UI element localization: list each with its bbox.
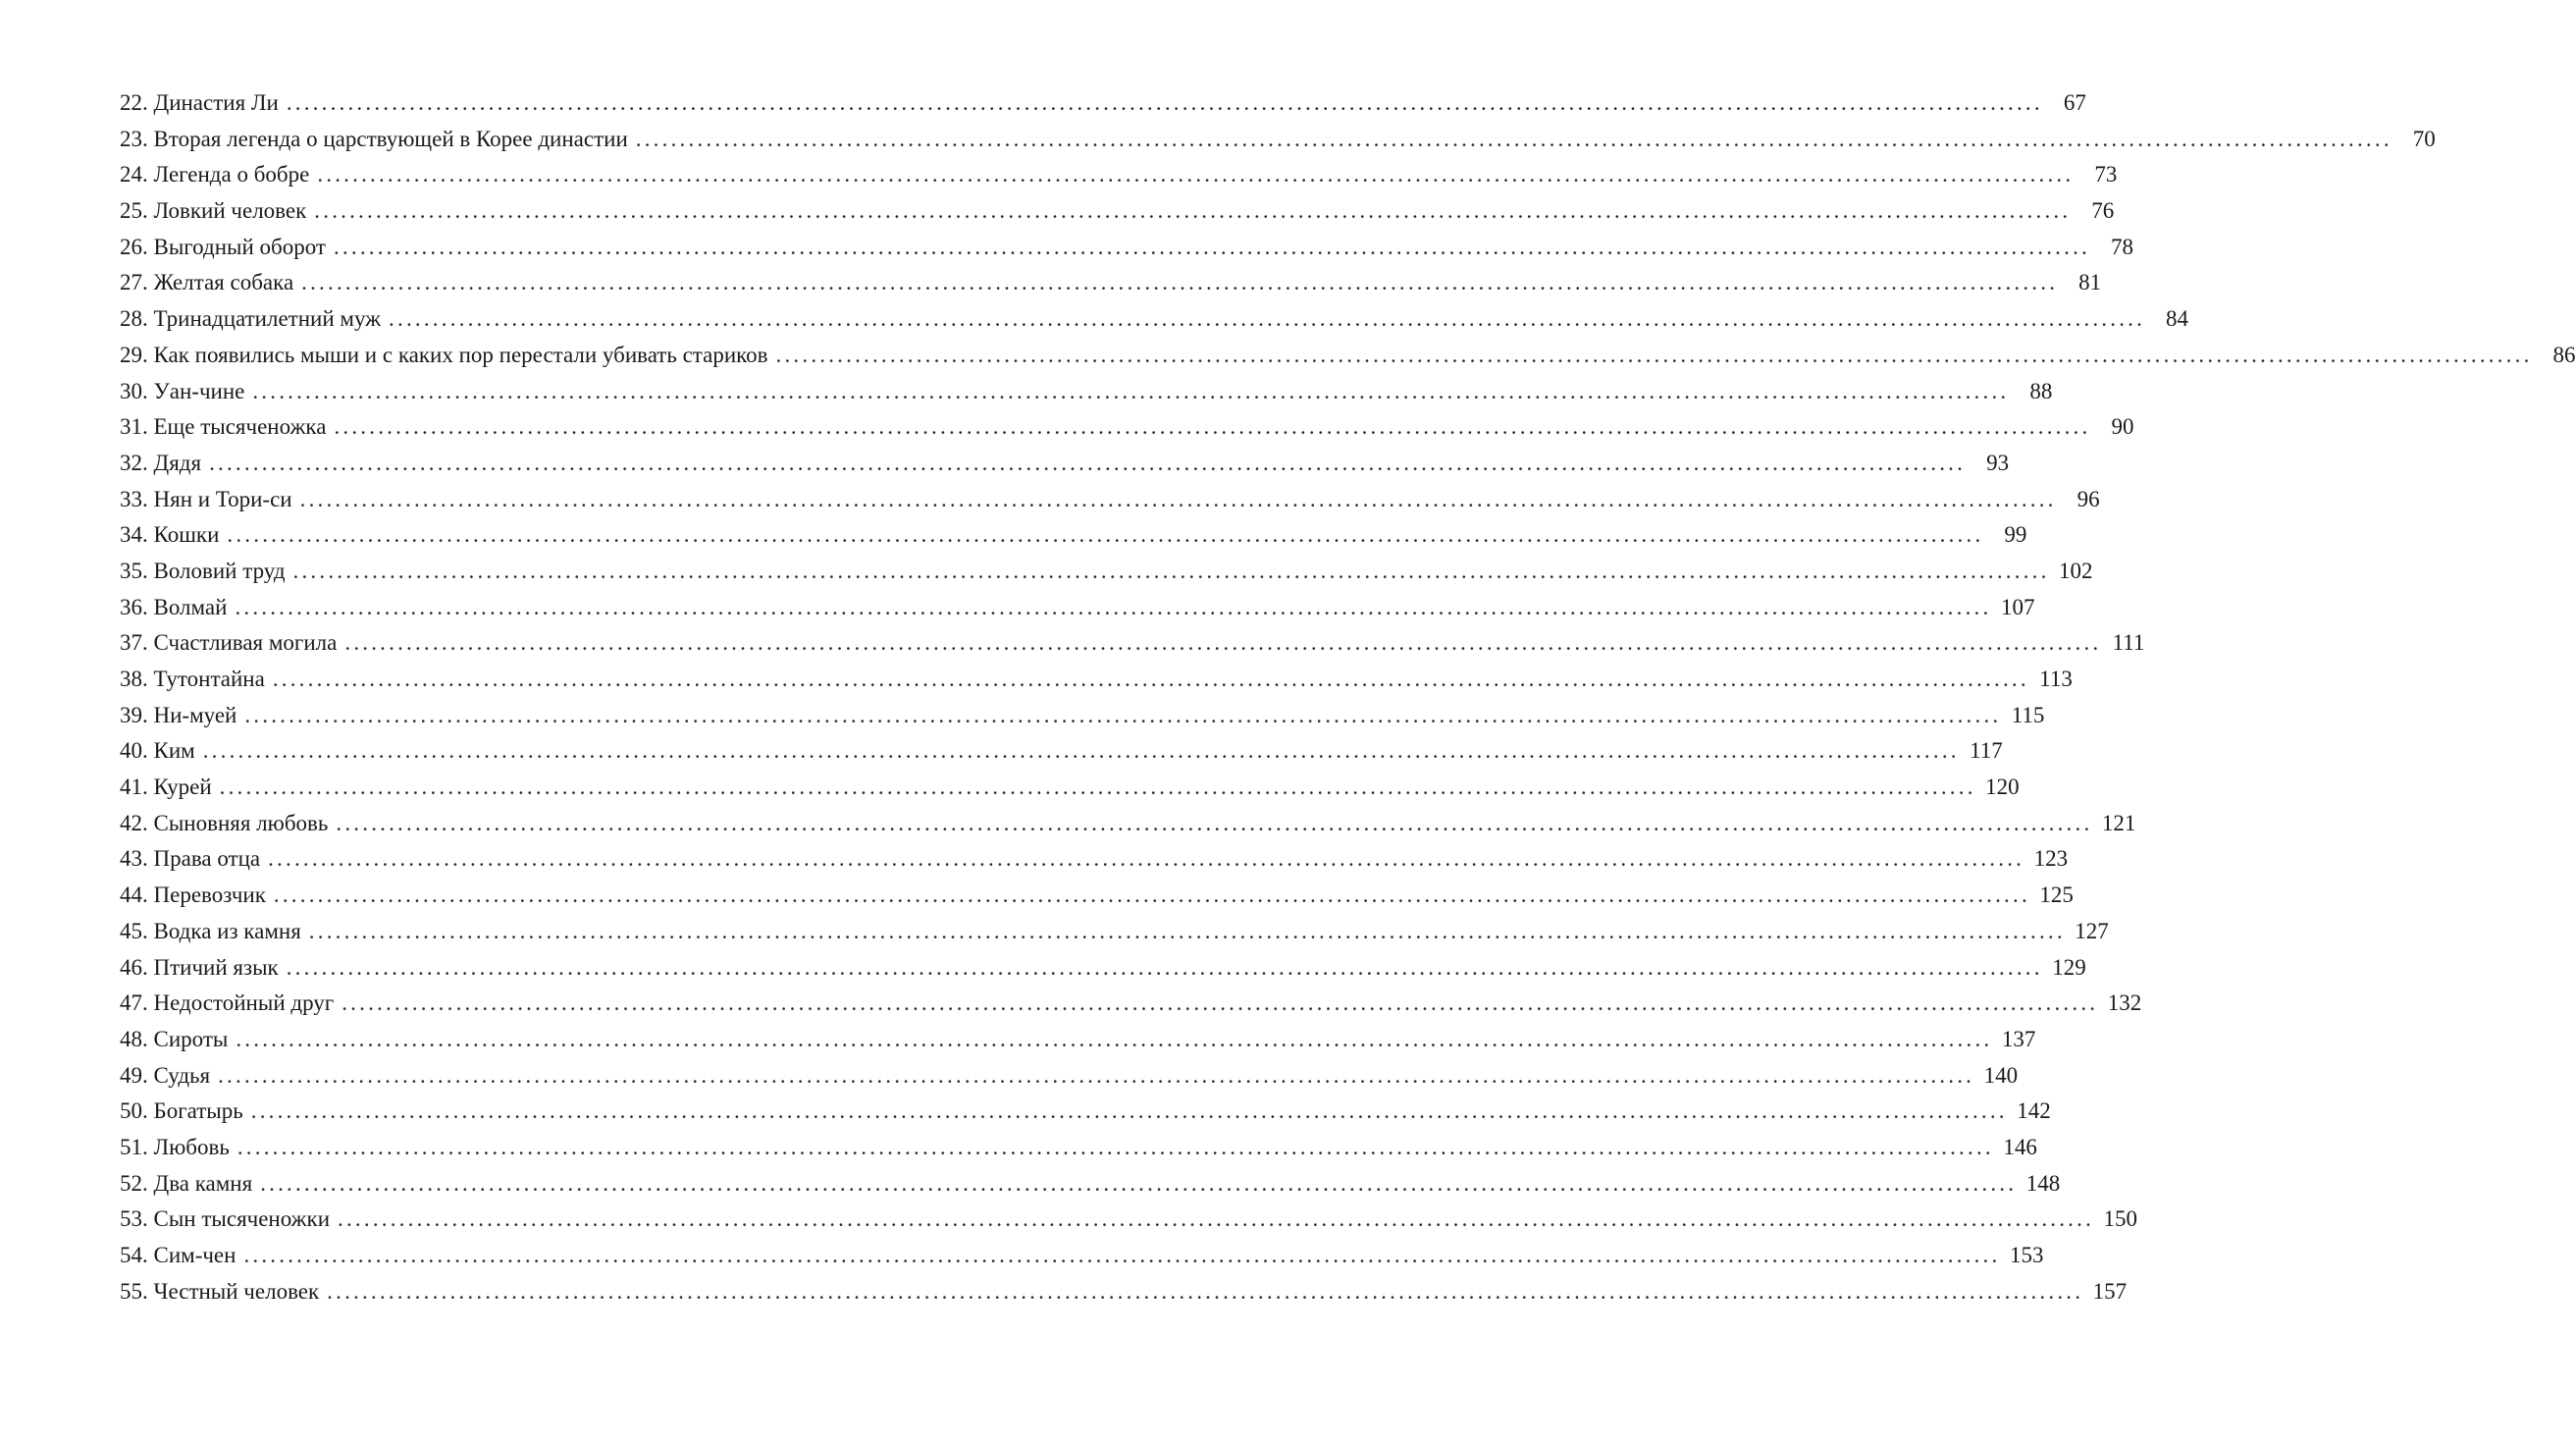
toc-entry (120, 1022, 2036, 1058)
dot-leader: ........................................................................................................................................................................................................ (336, 810, 2093, 835)
toc-entry (120, 1058, 2019, 1095)
toc-entry (120, 265, 2102, 301)
toc-entry-page-number: 99 (2004, 522, 2027, 548)
toc-entry-title: 34. Кошки (120, 522, 220, 548)
dot-leader: ........................................................................................................................................................................................................ (775, 342, 2533, 367)
toc-entry-title: 41. Курей (120, 775, 212, 800)
dot-leader: ........................................................................................................................................................................................................ (389, 306, 2146, 332)
toc-entry-title: 29. Как появились мыши и с каких пор перестали убивать стариков (120, 342, 768, 367)
toc-entry-page-number: 146 (2003, 1134, 2037, 1159)
toc-entry-page-number: 125 (2039, 882, 2074, 908)
dot-leader: ........................................................................................................................................................................................................ (272, 667, 2029, 691)
toc-entry (120, 301, 2189, 338)
dot-leader: ........................................................................................................................................................................................................ (635, 126, 2392, 151)
toc-entry-page-number: 117 (1970, 738, 2003, 764)
dot-leader: ........................................................................................................................................................................................................ (202, 738, 1960, 764)
toc-entry (120, 1130, 2037, 1166)
toc-entry (120, 230, 2133, 266)
dot-leader: ........................................................................................................................................................................................................ (268, 846, 2025, 872)
toc-entry-title: 43. Права отца (120, 846, 261, 872)
toc-entry-page-number: 120 (1985, 775, 2020, 800)
dot-leader: ........................................................................................................................................................................................................ (260, 1170, 2018, 1196)
dot-leader: ........................................................................................................................................................................................................ (338, 1206, 2095, 1232)
toc-entry-title: 30. Уан-чине (120, 378, 245, 403)
toc-entry-title: 46. Птичий язык (120, 954, 279, 980)
toc-entry-title: 44. Перевозчик (120, 882, 266, 908)
toc-entry-title: 48. Сироты (120, 1026, 229, 1051)
toc-entry (120, 950, 2086, 987)
dot-leader: ........................................................................................................................................................................................................ (344, 630, 2102, 656)
toc-entry-title: 35. Воловий труд (120, 558, 286, 583)
dot-leader: ........................................................................................................................................................................................................ (314, 198, 2072, 224)
toc-entry-page-number: 157 (2092, 1278, 2128, 1304)
toc-entry-page-number: 96 (2077, 486, 2100, 511)
toc-entry (120, 625, 2145, 662)
toc-entry-title: 54. Сим-чен (120, 1243, 237, 1267)
toc-entry (120, 590, 2035, 626)
toc-entry-page-number: 67 (2063, 90, 2086, 115)
toc-entry-page-number: 115 (2011, 702, 2045, 727)
dot-leader: ........................................................................................................................................................................................................ (209, 450, 1967, 475)
dot-leader: ........................................................................................................................................................................................................ (308, 918, 2066, 943)
toc-entry (120, 122, 2436, 158)
toc-entry-page-number: 113 (2039, 667, 2073, 691)
dot-leader: ........................................................................................................................................................................................................ (299, 486, 2057, 511)
dot-leader: ........................................................................................................................................................................................................ (273, 882, 2030, 908)
dot-leader: ........................................................................................................................................................................................................ (286, 90, 2043, 115)
toc-entry (120, 770, 2020, 806)
toc-entry (120, 193, 2115, 230)
toc-entry-page-number: 76 (2091, 198, 2115, 224)
toc-entry-title: 28. Тринадцатилетний муж (120, 306, 382, 332)
toc-entry (120, 698, 2045, 734)
toc-entry-title: 27. Желтая собака (120, 270, 294, 295)
toc-entry-title: 36. Волмай (120, 594, 228, 619)
dot-leader: ........................................................................................................................................................................................................ (250, 1098, 2008, 1124)
table-of-contents (120, 85, 2576, 1309)
dot-leader: ........................................................................................................................................................................................................ (236, 1026, 1993, 1051)
toc-entry (120, 806, 2136, 842)
toc-entry-page-number: 88 (2029, 378, 2053, 403)
toc-entry-page-number: 93 (1986, 450, 2010, 475)
toc-entry (120, 1274, 2128, 1310)
toc-entry-title: 24. Легенда о бобре (120, 162, 310, 187)
toc-entry-title: 38. Тутонтайна (120, 667, 265, 691)
toc-entry-title: 55. Честный человек (120, 1278, 320, 1304)
dot-leader: ........................................................................................................................................................................................................ (301, 270, 2059, 295)
toc-entry-title: 23. Вторая легенда о царствующей в Корее династии (120, 126, 628, 151)
toc-entry (120, 482, 2100, 518)
toc-entry (120, 662, 2073, 698)
dot-leader: ........................................................................................................................................................................................................ (286, 954, 2043, 980)
dot-leader: ........................................................................................................................................................................................................ (244, 702, 2002, 727)
toc-entry-page-number: 142 (2017, 1098, 2051, 1124)
dot-leader: ........................................................................................................................................................................................................ (237, 1134, 1994, 1159)
dot-leader: ........................................................................................................................................................................................................ (227, 522, 1984, 548)
toc-entry (120, 157, 2118, 193)
toc-entry (120, 878, 2074, 914)
toc-entry-page-number: 137 (2001, 1026, 2036, 1051)
toc-entry (120, 1166, 2061, 1202)
toc-entry (120, 1238, 2044, 1274)
toc-entry (120, 914, 2109, 950)
toc-entry (120, 446, 2010, 482)
toc-entry (120, 1094, 2051, 1130)
toc-entry (120, 409, 2134, 446)
toc-entry-title: 22. Династия Ли (120, 90, 279, 115)
toc-entry-title: 31. Еще тысяченожка (120, 414, 327, 440)
toc-entry-title: 37. Счастливая могила (120, 630, 338, 656)
toc-entry (120, 1202, 2138, 1238)
toc-entry (120, 85, 2086, 122)
toc-entry-page-number: 140 (1983, 1062, 2019, 1088)
toc-entry-title: 32. Дядя (120, 450, 202, 475)
toc-entry-title: 33. Нян и Тори-си (120, 486, 292, 511)
toc-entry-page-number: 127 (2075, 918, 2109, 943)
dot-leader: ........................................................................................................................................................................................................ (327, 1278, 2084, 1304)
dot-leader: ........................................................................................................................................................................................................ (342, 990, 2099, 1016)
toc-entry-page-number: 121 (2101, 810, 2136, 835)
toc-entry-page-number: 150 (2103, 1206, 2138, 1232)
dot-leader: ........................................................................................................................................................................................................ (243, 1243, 2001, 1267)
dot-leader: ........................................................................................................................................................................................................ (219, 775, 1976, 800)
toc-entry-title: 39. Ни-муей (120, 702, 237, 727)
toc-entry (120, 733, 2003, 770)
dot-leader: ........................................................................................................................................................................................................ (235, 594, 1992, 619)
toc-entry-page-number: 107 (2000, 594, 2035, 619)
dot-leader: ........................................................................................................................................................................................................ (333, 234, 2090, 259)
toc-entry-title: 50. Богатырь (120, 1098, 243, 1124)
dot-leader: ........................................................................................................................................................................................................ (334, 414, 2091, 440)
toc-entry-title: 53. Сын тысяченожки (120, 1206, 331, 1232)
toc-entry-page-number: 123 (2033, 846, 2069, 872)
toc-entry-title: 45. Водка из камня (120, 918, 301, 943)
toc-entry-title: 49. Судья (120, 1062, 211, 1088)
toc-entry-page-number: 73 (2094, 162, 2118, 187)
toc-entry-title: 40. Ким (120, 738, 195, 764)
toc-entry-page-number: 153 (2009, 1243, 2044, 1267)
toc-entry-page-number: 102 (2059, 558, 2093, 583)
dot-leader: ........................................................................................................................................................................................................ (218, 1062, 1975, 1088)
toc-entry-page-number: 84 (2166, 306, 2189, 332)
toc-entry-title: 42. Сыновняя любовь (120, 810, 329, 835)
dot-leader: ........................................................................................................................................................................................................ (317, 162, 2075, 187)
toc-entry-page-number: 148 (2025, 1170, 2061, 1196)
toc-entry-page-number: 70 (2412, 126, 2436, 151)
toc-entry (120, 986, 2142, 1022)
toc-entry-title: 52. Два камня (120, 1170, 253, 1196)
toc-entry-page-number: 78 (2110, 234, 2133, 259)
toc-entry (120, 338, 2576, 374)
toc-entry (120, 374, 2053, 410)
toc-entry-title: 51. Любовь (120, 1134, 230, 1159)
toc-entry-page-number: 132 (2107, 990, 2142, 1016)
toc-entry-title: 47. Недостойный друг (120, 990, 335, 1016)
toc-entry (120, 841, 2069, 878)
dot-leader: ........................................................................................................................................................................................................ (252, 378, 2010, 403)
toc-entry-page-number: 81 (2078, 270, 2102, 295)
toc-entry-title: 25. Ловкий человек (120, 198, 307, 224)
dot-leader: ........................................................................................................................................................................................................ (292, 558, 2050, 583)
toc-entry-page-number: 111 (2112, 630, 2145, 656)
toc-entry (120, 517, 2027, 554)
toc-entry-title: 26. Выгодный оборот (120, 234, 326, 259)
toc-entry (120, 554, 2093, 590)
toc-entry-page-number: 90 (2111, 414, 2134, 440)
toc-entry-page-number: 86 (2552, 342, 2576, 367)
toc-entry-page-number: 129 (2052, 954, 2086, 980)
